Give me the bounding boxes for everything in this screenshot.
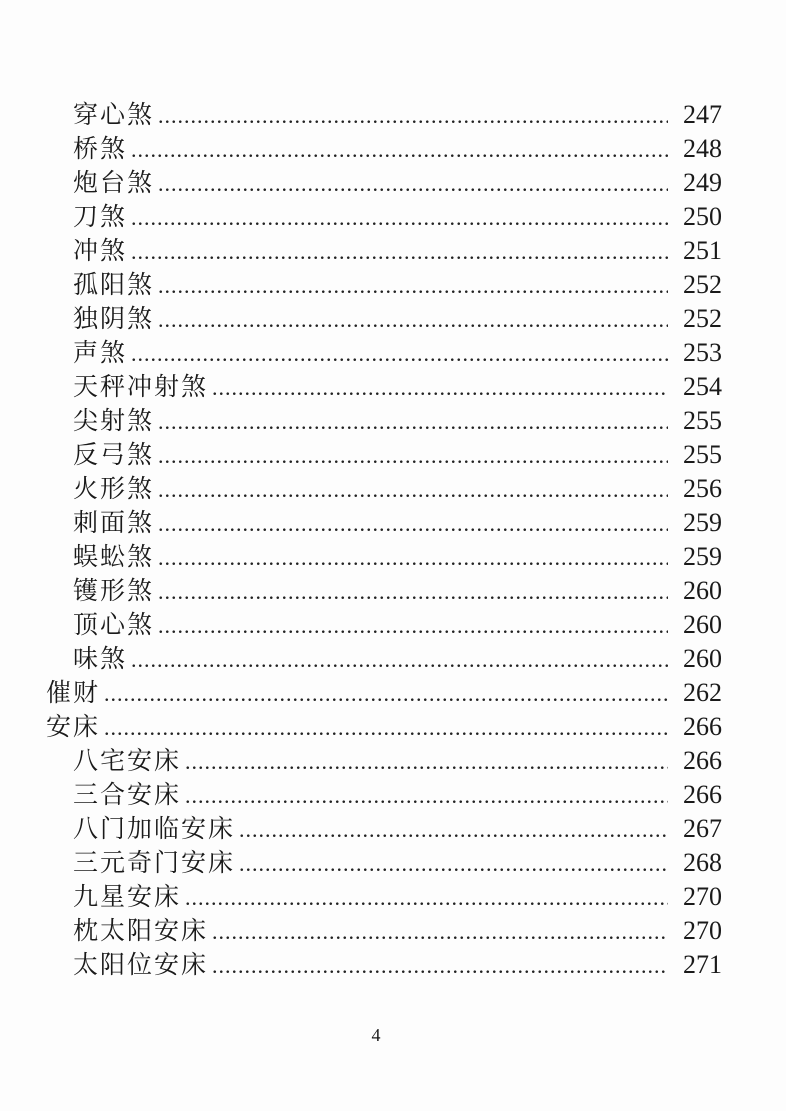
toc-dot-leader [131,201,668,235]
toc-dot-leader [104,711,668,745]
toc-entry [46,132,722,166]
toc-entry-title: 炮台煞 [73,168,155,197]
toc-entry-page: 259 [683,508,722,537]
toc-entry-page: 270 [683,916,722,945]
toc-entry-page: 259 [683,542,722,571]
toc-entry-page: 266 [683,780,722,809]
toc-entry-title: 八宅安床 [73,746,182,775]
toc-entry [46,336,722,370]
toc-entry-page: 268 [683,848,722,877]
toc-dot-leader [158,99,668,133]
toc-entry-page: 256 [683,474,722,503]
toc-entry-title: 声煞 [73,338,128,367]
toc-dot-leader [158,609,668,643]
toc-entry [46,98,722,132]
toc-entry-title: 冲煞 [73,236,128,265]
toc-dot-leader [158,439,668,473]
toc-entry [46,472,722,506]
toc-entry-page: 248 [683,134,722,163]
toc-dot-leader [158,303,668,337]
toc-entry-page: 267 [683,814,722,843]
toc-entry-page: 251 [683,236,722,265]
toc-entry-title: 火形煞 [73,474,155,503]
toc-entry [46,744,722,778]
toc-entry-page: 262 [683,678,722,707]
toc-dot-leader [185,881,668,915]
toc-entry-page: 255 [683,440,722,469]
toc-dot-leader [131,643,668,677]
toc-entry-page: 254 [683,372,722,401]
toc-entry [46,404,722,438]
toc-entry [46,812,722,846]
toc-entry-title: 桥煞 [73,134,128,163]
toc-dot-leader [158,269,668,303]
page-number: 4 [371,1025,381,1045]
toc-entry-title: 八门加临安床 [73,814,236,843]
toc-entry-title: 天秤冲射煞 [73,372,209,401]
toc-entry-page: 247 [683,100,722,129]
toc-dot-leader [158,405,668,439]
toc-dot-leader [185,779,668,813]
toc-entry [46,574,722,608]
toc-entry [46,506,722,540]
toc-entry [46,778,722,812]
toc-entry [46,268,722,302]
toc-entry [46,914,722,948]
toc-entry [46,166,722,200]
toc-entry-page: 255 [683,406,722,435]
toc-dot-leader [131,337,668,371]
toc-entry [46,608,722,642]
toc-dot-leader [131,133,668,167]
table-of-contents [46,98,722,982]
toc-entry [46,234,722,268]
toc-entry-page: 249 [683,168,722,197]
toc-entry-title: 安床 [46,712,101,741]
toc-entry-title: 刀煞 [73,202,128,231]
toc-entry-title: 反弓煞 [73,440,155,469]
toc-entry-page: 266 [683,712,722,741]
toc-entry-title: 镬形煞 [73,576,155,605]
toc-entry-title: 刺面煞 [73,508,155,537]
toc-entry [46,676,722,710]
toc-entry-title: 味煞 [73,644,128,673]
toc-entry-title: 独阴煞 [73,304,155,333]
toc-dot-leader [239,847,668,881]
toc-dot-leader [158,541,668,575]
toc-dot-leader [131,235,668,269]
toc-dot-leader [158,575,668,609]
toc-entry [46,880,722,914]
toc-dot-leader [212,371,668,405]
toc-entry-title: 九星安床 [73,882,182,911]
toc-entry-title: 三元奇门安床 [73,848,236,877]
toc-dot-leader [212,915,668,949]
toc-entry [46,710,722,744]
toc-entry-page: 253 [683,338,722,367]
toc-entry-page: 266 [683,746,722,775]
toc-dot-leader [158,473,668,507]
toc-dot-leader [158,167,668,201]
toc-entry-page: 250 [683,202,722,231]
toc-entry [46,370,722,404]
toc-entry-title: 尖射煞 [73,406,155,435]
toc-entry-title: 三合安床 [73,780,182,809]
toc-dot-leader [185,745,668,779]
toc-entry-title: 枕太阳安床 [73,916,209,945]
toc-entry-page: 260 [683,644,722,673]
toc-entry-page: 260 [683,610,722,639]
toc-dot-leader [158,507,668,541]
toc-dot-leader [104,677,668,711]
toc-entry-title: 穿心煞 [73,100,155,129]
toc-entry-title: 蜈蚣煞 [73,542,155,571]
toc-entry-page: 270 [683,882,722,911]
toc-entry-page: 252 [683,270,722,299]
toc-entry [46,642,722,676]
toc-entry [46,846,722,880]
toc-entry-page: 252 [683,304,722,333]
toc-dot-leader [212,949,668,983]
toc-entry-page: 271 [683,950,722,979]
toc-entry-page: 260 [683,576,722,605]
toc-entry [46,438,722,472]
toc-entry-title: 催财 [46,678,101,707]
toc-entry-title: 孤阳煞 [73,270,155,299]
toc-entry [46,302,722,336]
toc-entry [46,540,722,574]
toc-entry [46,948,722,982]
toc-entry-title: 顶心煞 [73,610,155,639]
toc-entry-title: 太阳位安床 [73,950,209,979]
toc-dot-leader [239,813,668,847]
toc-entry [46,200,722,234]
